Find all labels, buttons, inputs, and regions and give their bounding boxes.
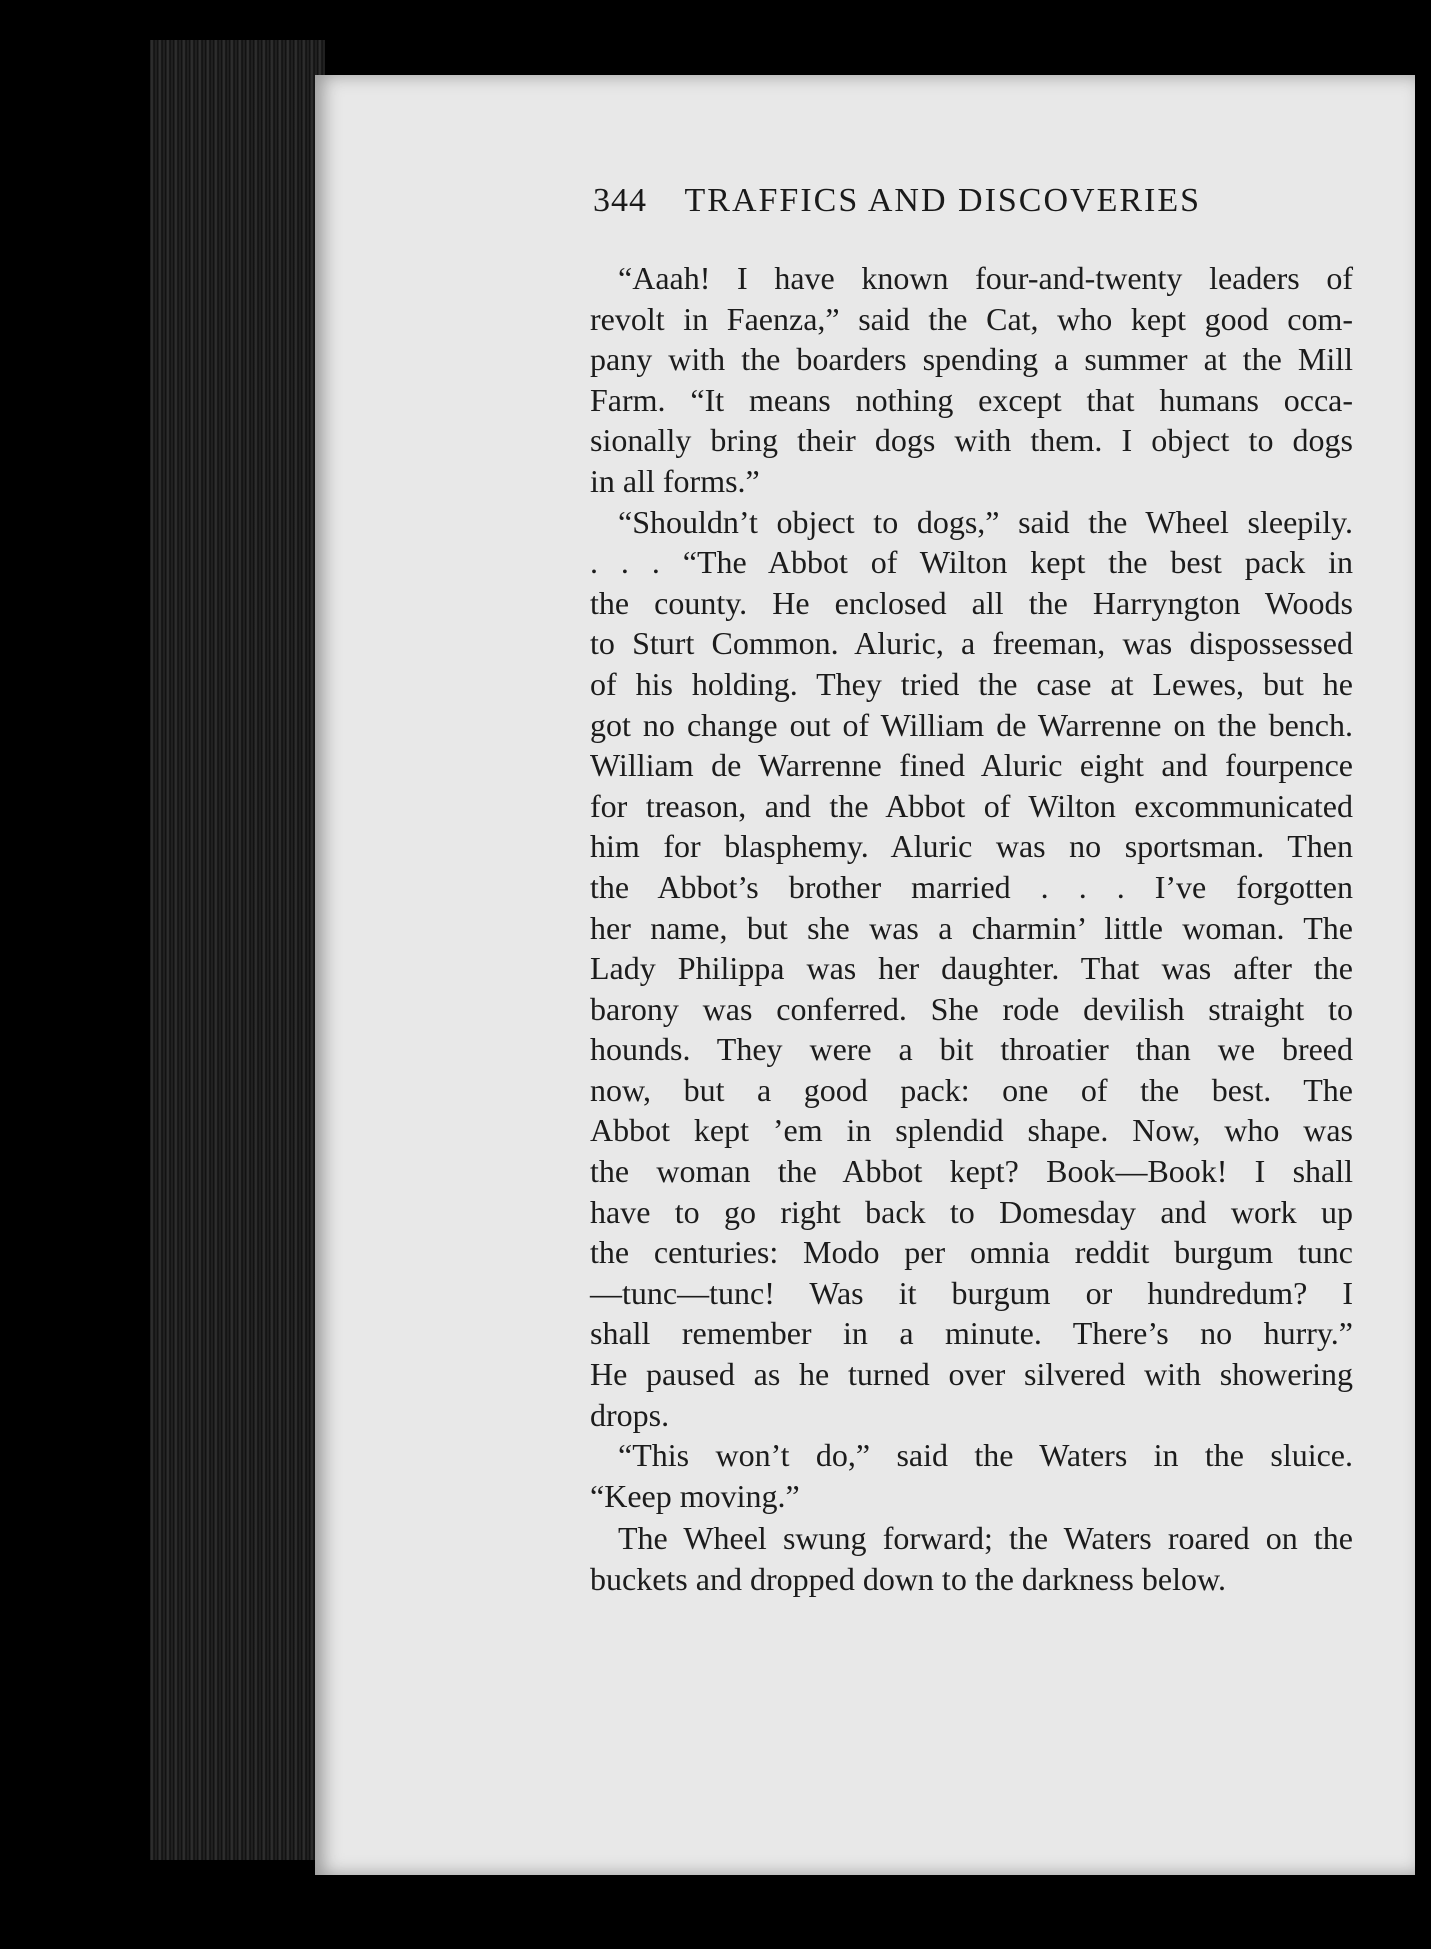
- text-line: her name, but she was a charmin’ little woman. The: [590, 909, 1353, 946]
- text-line: Lady Philippa was her daughter. That was after the: [590, 950, 1353, 987]
- text-line: in all forms.”: [590, 462, 760, 499]
- book-page-edges: [150, 40, 325, 1860]
- page-header: [593, 182, 1353, 220]
- page-body: [590, 258, 1353, 1600]
- text-line: the Abbot’s brother married . . . I’ve forgotten: [590, 868, 1353, 905]
- text-line: got no change out of William de Warrenne on the bench.: [590, 706, 1353, 743]
- text-line: now, but a good pack: one of the best. The: [590, 1071, 1353, 1108]
- text-line: revolt in Faenza,” said the Cat, who kept good com-: [590, 300, 1353, 337]
- text-line: William de Warrenne fined Aluric eight and fourpence: [590, 747, 1353, 784]
- text-line: drops.: [590, 1396, 670, 1433]
- text-line: “This won’t do,” said the Waters in the sluice.: [618, 1437, 1353, 1474]
- running-title: TRAFFICS AND DISCOVERIES: [684, 182, 1202, 219]
- text-line: pany with the boarders spending a summer at the Mill: [590, 341, 1353, 378]
- text-line: have to go right back to Domesday and work up: [590, 1193, 1353, 1230]
- text-line: “Keep moving.”: [590, 1477, 800, 1514]
- text-line: of his holding. They tried the case at Lewes, but he: [590, 665, 1353, 702]
- text-line: . . . “The Abbot of Wilton kept the best pack in: [590, 544, 1353, 581]
- text-line: the county. He enclosed all the Harryngton Woods: [590, 584, 1353, 621]
- text-line: He paused as he turned over silvered with showering: [590, 1356, 1353, 1393]
- text-line: Abbot kept ’em in splendid shape. Now, who was: [590, 1112, 1353, 1149]
- text-line: shall remember in a minute. There’s no hurry.”: [590, 1315, 1353, 1352]
- text-line: barony was conferred. She rode devilish straight to: [590, 990, 1353, 1027]
- text-line: Farm. “It means nothing except that humans occa-: [590, 381, 1353, 418]
- text-line: the woman the Abbot kept? Book—Book! I shall: [590, 1153, 1353, 1190]
- text-line: him for blasphemy. Aluric was no sportsman. Then: [590, 828, 1353, 865]
- text-line: “Aaah! I have known four-and-twenty leaders of: [618, 260, 1353, 296]
- text-line: hounds. They were a bit throatier than we breed: [590, 1031, 1353, 1068]
- text-line: —tunc—tunc! Was it burgum or hundredum? I: [590, 1274, 1353, 1311]
- page-number: 344: [593, 182, 647, 219]
- text-line: for treason, and the Abbot of Wilton excommunicated: [590, 787, 1353, 824]
- text-line: sionally bring their dogs with them. I object to dogs: [590, 422, 1353, 459]
- text-line: The Wheel swung forward; the Waters roared on the: [618, 1520, 1353, 1557]
- text-line: the centuries: Modo per omnia reddit burgum tunc: [590, 1234, 1353, 1271]
- text-line: buckets and dropped down to the darkness below.: [590, 1561, 1226, 1597]
- text-line: to Sturt Common. Aluric, a freeman, was dispossessed: [590, 625, 1353, 662]
- text-line: “Shouldn’t object to dogs,” said the Wheel sleepily.: [618, 503, 1353, 540]
